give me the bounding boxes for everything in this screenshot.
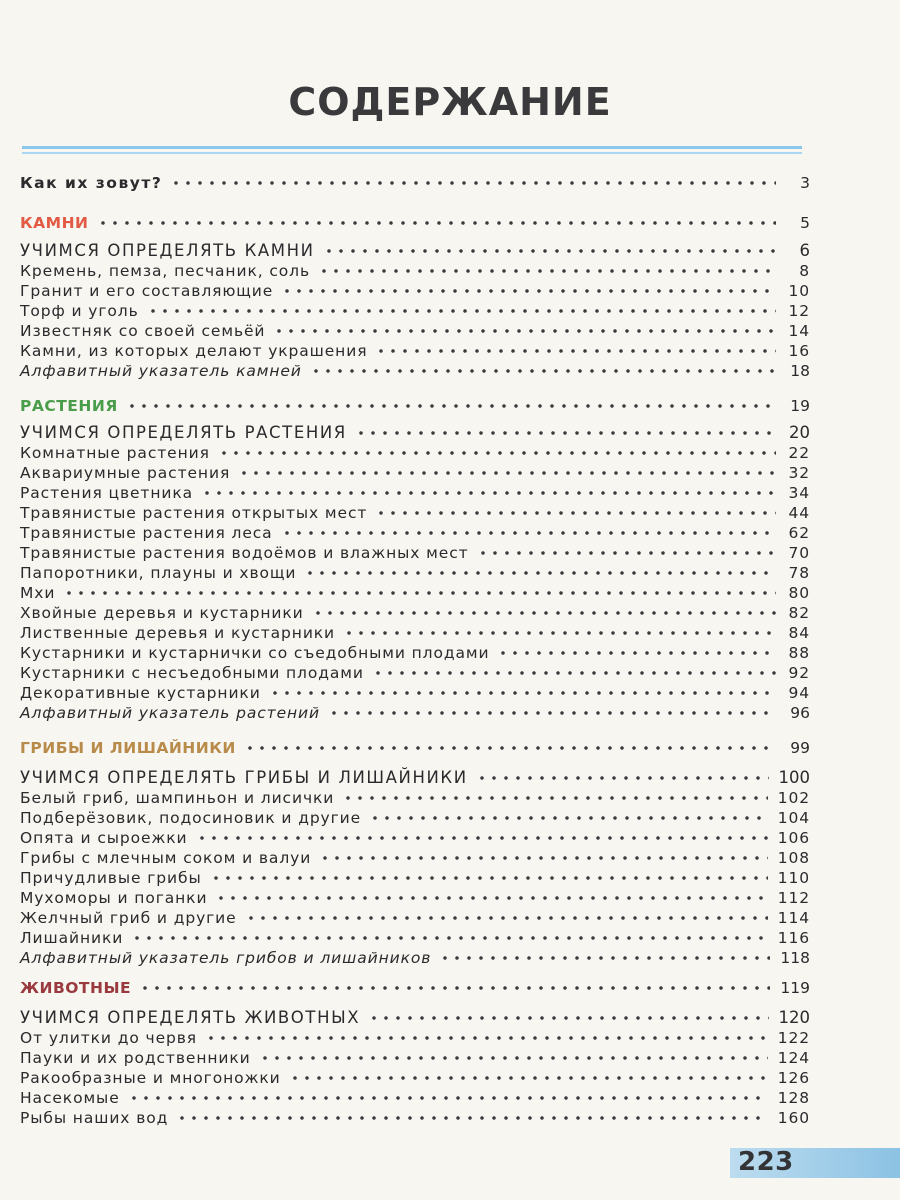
entry-page: 78 — [788, 564, 810, 582]
dot-leader — [128, 1092, 768, 1104]
entry-page: 84 — [788, 624, 810, 642]
entry-page: 10 — [788, 282, 810, 300]
entry-label: Желчный гриб и другие — [20, 909, 237, 927]
dot-leader — [205, 1032, 768, 1044]
toc-subsection[interactable] — [20, 1005, 810, 1027]
toc-subsection[interactable] — [20, 238, 810, 260]
dot-leader — [269, 687, 776, 699]
entry-page: 122 — [777, 1029, 810, 1047]
entry-label: УЧИМСЯ ОПРЕДЕЛЯТЬ ЖИВОТНЫХ — [20, 1008, 361, 1027]
entry-label: Кремень, пемза, песчаник, соль — [20, 262, 311, 280]
dot-leader — [201, 487, 776, 499]
entry-page: 116 — [777, 929, 810, 947]
toc-entry[interactable] — [20, 925, 810, 947]
dot-leader — [312, 607, 776, 619]
entry-page: 118 — [780, 949, 810, 967]
toc-entry[interactable] — [20, 660, 810, 682]
entry-label: Подберёзовик, подосиновик и другие — [20, 809, 362, 827]
dot-leader — [215, 892, 767, 904]
entry-page: 99 — [790, 739, 810, 757]
toc-entry[interactable] — [20, 338, 810, 360]
entry-label: Папоротники, плауны и хвощи — [20, 564, 297, 582]
entry-page: 114 — [777, 909, 810, 927]
toc-entry[interactable] — [20, 560, 810, 582]
entry-page: 160 — [777, 1109, 810, 1127]
entry-page: 82 — [788, 604, 810, 622]
section-label: РАСТЕНИЯ — [20, 397, 118, 415]
toc-entry[interactable] — [20, 278, 810, 300]
toc-subsection[interactable] — [20, 420, 810, 442]
title-rule-bottom — [22, 152, 802, 154]
toc-entry[interactable] — [20, 318, 810, 340]
toc-entry[interactable] — [20, 1045, 810, 1067]
title-rule-top — [22, 146, 802, 149]
entry-page: 16 — [788, 342, 810, 360]
entry-label: Растения цветника — [20, 484, 194, 502]
dot-leader — [139, 982, 770, 994]
toc-section-rastenia[interactable] — [20, 393, 810, 415]
entry-page: 100 — [778, 768, 810, 787]
dot-leader — [289, 1072, 768, 1084]
entry-page: 120 — [778, 1008, 810, 1027]
entry-page: 96 — [790, 704, 810, 722]
entry-label: Кустарники и кустарнички со съедобными плодами — [20, 644, 490, 662]
toc-section-zhivotnye[interactable] — [20, 975, 810, 997]
toc-entry[interactable] — [20, 905, 810, 927]
entry-page: 70 — [788, 544, 810, 562]
page-number: 223 — [738, 1147, 794, 1177]
entry-page: 88 — [788, 644, 810, 662]
toc-index-entry[interactable] — [20, 358, 810, 380]
entry-page: 34 — [788, 484, 810, 502]
page-title: СОДЕРЖАНИЕ — [288, 80, 612, 124]
entry-page: 5 — [800, 214, 810, 232]
entry-page: 102 — [777, 789, 810, 807]
entry-label: Мухоморы и поганки — [20, 889, 208, 907]
toc-entry[interactable] — [20, 1065, 810, 1087]
dot-leader — [323, 245, 776, 257]
toc-entry[interactable] — [20, 620, 810, 642]
entry-label: Причудливые грибы — [20, 869, 202, 887]
entry-page: 108 — [777, 849, 810, 867]
dot-leader — [281, 527, 776, 539]
entry-label: Кустарники с несъедобными плодами — [20, 664, 364, 682]
toc-entry[interactable] — [20, 845, 810, 867]
entry-page: 124 — [777, 1049, 810, 1067]
toc-section-griby[interactable] — [20, 735, 810, 757]
entry-label: Насекомые — [20, 1089, 120, 1107]
entry-page: 128 — [777, 1089, 810, 1107]
entry-label: Как их зовут? — [20, 174, 163, 192]
entry-page: 112 — [777, 889, 810, 907]
entry-label: Комнатные растения — [20, 444, 210, 462]
entry-label: Лишайники — [20, 929, 124, 947]
toc-entry[interactable] — [20, 865, 810, 887]
toc-subsection[interactable] — [20, 765, 810, 787]
toc-entry[interactable] — [20, 1105, 810, 1127]
dot-leader — [147, 305, 776, 317]
entry-page: 19 — [790, 397, 810, 415]
dot-leader — [210, 872, 768, 884]
entry-page: 22 — [788, 444, 810, 462]
dot-leader — [439, 952, 770, 964]
toc-entry[interactable] — [20, 640, 810, 662]
dot-leader — [126, 400, 776, 412]
dot-leader — [196, 832, 768, 844]
entry-label: От улитки до червя — [20, 1029, 198, 1047]
entry-label: Аквариумные растения — [20, 464, 231, 482]
section-label: ГРИБЫ И ЛИШАЙНИКИ — [20, 739, 236, 757]
toc-entry[interactable] — [20, 298, 810, 320]
dot-leader — [245, 912, 768, 924]
entry-page: 3 — [800, 174, 810, 192]
toc-section-kamni[interactable] — [20, 210, 810, 232]
toc-index-entry[interactable] — [20, 945, 810, 967]
dot-leader — [318, 265, 776, 277]
entry-label: Торф и уголь — [20, 302, 139, 320]
dot-leader — [259, 1052, 768, 1064]
entry-label: Гранит и его составляющие — [20, 282, 274, 300]
dot-leader — [497, 647, 776, 659]
entry-page: 18 — [790, 362, 810, 380]
entry-page: 92 — [788, 664, 810, 682]
entry-page: 12 — [788, 302, 810, 320]
dot-leader — [368, 1012, 768, 1024]
toc-entry[interactable] — [20, 520, 810, 542]
toc-entry[interactable] — [20, 258, 810, 280]
toc-entry[interactable] — [20, 1085, 810, 1107]
entry-label: Камни, из которых делают украшения — [20, 342, 368, 360]
entry-label: Алфавитный указатель растений — [20, 704, 320, 722]
entry-page: 106 — [777, 829, 810, 847]
entry-page: 20 — [789, 423, 810, 442]
toc-entry[interactable] — [20, 825, 810, 847]
dot-leader — [342, 792, 767, 804]
dot-leader — [476, 772, 769, 784]
entry-page: 110 — [777, 869, 810, 887]
dot-leader — [343, 627, 776, 639]
dot-leader — [319, 852, 768, 864]
toc-entry[interactable] — [20, 805, 810, 827]
toc-entry[interactable] — [20, 885, 810, 907]
toc-entry[interactable] — [20, 480, 810, 502]
dot-leader — [273, 325, 776, 337]
toc-entry[interactable] — [20, 580, 810, 602]
dot-leader — [281, 285, 776, 297]
entry-page: 32 — [788, 464, 810, 482]
entry-label: УЧИМСЯ ОПРЕДЕЛЯТЬ РАСТЕНИЯ — [20, 423, 347, 442]
dot-leader — [218, 447, 776, 459]
entry-page: 14 — [788, 322, 810, 340]
entry-label: УЧИМСЯ ОПРЕДЕЛЯТЬ ГРИБЫ И ЛИШАЙНИКИ — [20, 768, 468, 787]
entry-label: Алфавитный указатель грибов и лишайников — [20, 949, 432, 967]
entry-label: Пауки и их родственники — [20, 1049, 251, 1067]
dot-leader — [176, 1112, 767, 1124]
entry-page: 44 — [788, 504, 810, 522]
dot-leader — [375, 345, 776, 357]
entry-label: Алфавитный указатель камней — [20, 362, 302, 380]
entry-label: Травянистые растения водоёмов и влажных мест — [20, 544, 469, 562]
entry-page: 80 — [788, 584, 810, 602]
toc-entry[interactable] — [20, 600, 810, 622]
dot-leader — [355, 427, 776, 439]
entry-label: Ракообразные и многоножки — [20, 1069, 281, 1087]
dot-leader — [63, 587, 776, 599]
dot-leader — [369, 812, 768, 824]
entry-label: УЧИМСЯ ОПРЕДЕЛЯТЬ КАМНИ — [20, 241, 315, 260]
entry-page: 126 — [777, 1069, 810, 1087]
toc-entry[interactable] — [20, 460, 810, 482]
toc-entry[interactable] — [20, 440, 810, 462]
entry-page: 8 — [799, 262, 810, 280]
entry-label: Грибы с млечным соком и валуи — [20, 849, 312, 867]
toc-index-entry[interactable] — [20, 700, 810, 722]
entry-label: Мхи — [20, 584, 56, 602]
entry-page: 94 — [788, 684, 810, 702]
entry-label: Опята и сыроежки — [20, 829, 188, 847]
toc-entry[interactable] — [20, 1025, 810, 1047]
dot-leader — [131, 932, 767, 944]
toc-entry[interactable] — [20, 680, 810, 702]
dot-leader — [238, 467, 776, 479]
dot-leader — [170, 177, 776, 189]
section-label: КАМНИ — [20, 214, 89, 232]
entry-page: 62 — [788, 524, 810, 542]
dot-leader — [372, 667, 776, 679]
dot-leader — [244, 742, 776, 754]
dot-leader — [304, 567, 776, 579]
dot-leader — [310, 365, 776, 377]
entry-label: Белый гриб, шампиньон и лисички — [20, 789, 335, 807]
dot-leader — [328, 707, 776, 719]
toc-entry[interactable] — [20, 540, 810, 562]
entry-label: Хвойные деревья и кустарники — [20, 604, 304, 622]
section-label: ЖИВОТНЫЕ — [20, 979, 132, 997]
toc-entry[interactable] — [20, 500, 810, 522]
entry-label: Лиственные деревья и кустарники — [20, 624, 336, 642]
dot-leader — [375, 507, 776, 519]
entry-page: 119 — [780, 979, 810, 997]
dot-leader — [477, 547, 776, 559]
dot-leader — [97, 217, 776, 229]
entry-label: Травянистые растения открытых мест — [20, 504, 368, 522]
entry-label: Травянистые растения леса — [20, 524, 273, 542]
toc-entry-intro[interactable] — [20, 170, 810, 192]
entry-page: 104 — [777, 809, 810, 827]
entry-page: 6 — [799, 241, 810, 260]
entry-label: Известняк со своей семьёй — [20, 322, 266, 340]
entry-label: Декоративные кустарники — [20, 684, 261, 702]
toc-entry[interactable] — [20, 785, 810, 807]
entry-label: Рыбы наших вод — [20, 1109, 169, 1127]
